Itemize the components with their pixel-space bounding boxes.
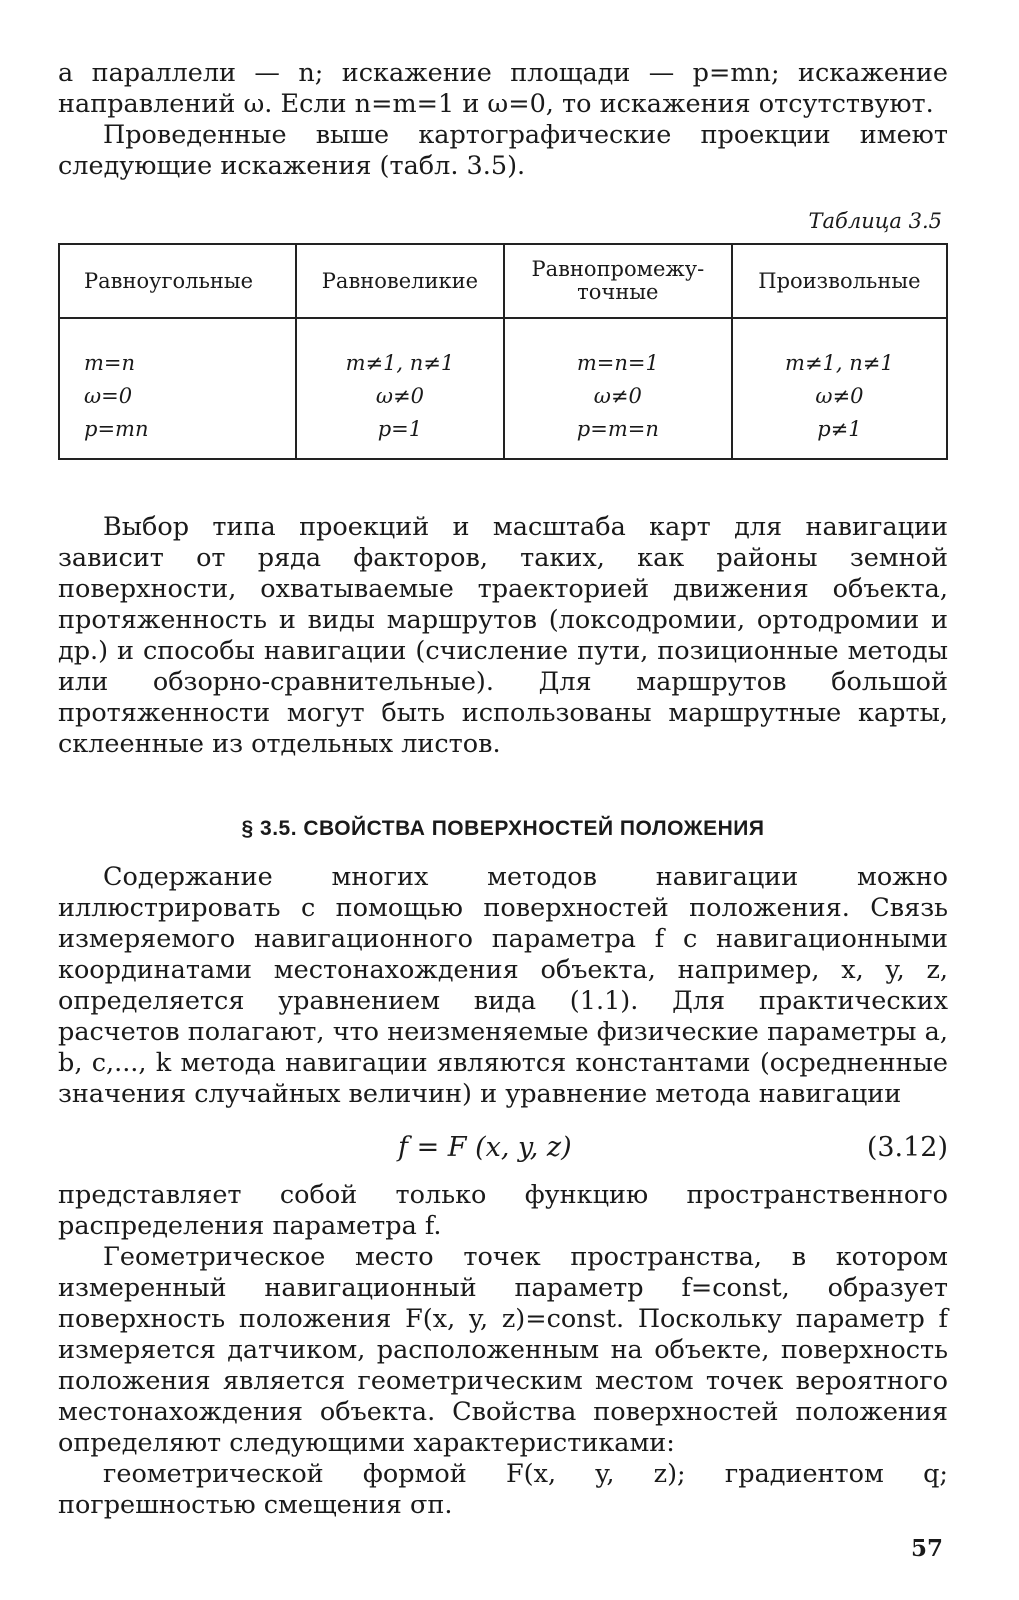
equation-formula: f = F (x, y, z): [398, 1132, 572, 1163]
table-header-row: [59, 244, 947, 318]
paragraph-geometric-locus: Геометрическое место точек пространства, в котором измеренный навигационный параметр f=const, образует поверхность положения F(x, y, z)=const. Поскольку параметр f измеряется датчиком, расположенным на объекте, поверхность положения является геометрическим местом точек вероятного местонахождения объекта. Свойства поверхностей положения определяют следующими характеристиками:: [58, 1242, 948, 1458]
equation-row: [58, 1122, 948, 1180]
table-cell-equidistant: m=n=1 ω≠0 p=m=n: [504, 318, 732, 459]
page-number: 57: [910, 1535, 943, 1562]
paragraph-projection-choice: Выбор типа проекций и масштаба карт для навигации зависит от ряда факторов, таких, как районы земной поверхности, охватываемые траекторией движения объекта, протяженность и виды маршрутов (локсодромии, ортодромии и др.) и способы навигации (счисление пути, позиционные методы или обзорно-сравнительные). Для маршрутов большой протяженности могут быть использованы маршрутные карты, склеенные из отдельных листов.: [58, 512, 948, 759]
table-header-equal-area: Равновеликие: [296, 244, 504, 318]
paragraph-table-intro: Проведенные выше картографические проекции имеют следующие искажения (табл. 3.5).: [58, 120, 948, 181]
table-header-equidistant: Равнопромежу- точные: [504, 244, 732, 318]
table-header-conformal: Равноугольные: [59, 244, 296, 318]
table-cell-equal-area: m≠1, n≠1 ω≠0 p=1: [296, 318, 504, 459]
distortion-table: [58, 243, 948, 460]
paragraph-section-intro: Содержание многих методов навигации можно иллюстрировать с помощью поверхностей положения. Связь измеряемого навигационного параметра f с навигационными координатами местонахождения объекта, например, x, y, z, определяется уравнением вида (1.1). Для практических расчетов полагают, что неизменяемые физические параметры a, b, c,..., k метода навигации являются константами (осредненные значения случайных величин) и уравнение метода навигации: [58, 862, 948, 1109]
table-caption: Таблица 3.5: [808, 209, 942, 233]
table-row: [59, 318, 947, 459]
table-header-arbitrary: Произвольные: [732, 244, 947, 318]
paragraph-after-equation: представляет собой только функцию пространственного распределения параметра f.: [58, 1180, 948, 1241]
section-heading: § 3.5. СВОЙСТВА ПОВЕРХНОСТЕЙ ПОЛОЖЕНИЯ: [241, 817, 765, 840]
paragraph-characteristics: геометрической формой F(x, y, z); градиентом q; погрешностью смещения σп.: [58, 1459, 948, 1520]
table-cell-conformal: m=n ω=0 p=mn: [59, 318, 296, 459]
table-cell-arbitrary: m≠1, n≠1 ω≠0 p≠1: [732, 318, 947, 459]
paragraph-top-continuation: а параллели — n; искажение площади — p=mn; искажение направлений ω. Если n=m=1 и ω=0, то искажения отсутствуют.: [58, 58, 948, 119]
book-page: [58, 58, 948, 1521]
equation-number: (3.12): [866, 1132, 948, 1163]
